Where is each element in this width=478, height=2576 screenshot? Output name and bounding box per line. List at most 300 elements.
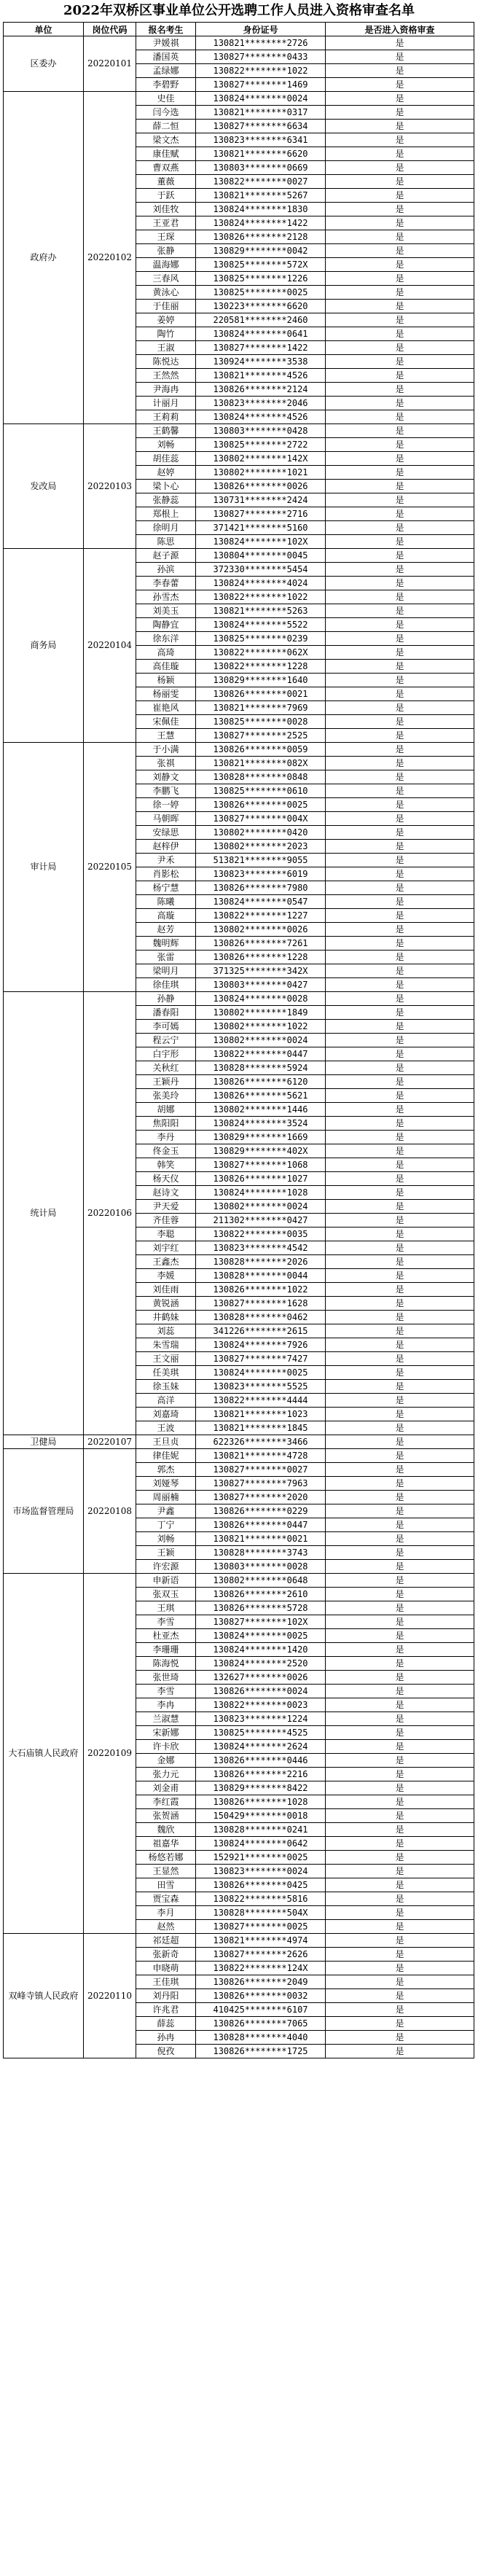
candidate-name-cell: 陈思 [136, 535, 196, 549]
id-number-cell: 130827********1469 [196, 78, 326, 92]
candidate-name-cell: 三春风 [136, 272, 196, 286]
unit-cell: 双峰寺镇人民政府 [4, 1934, 84, 2058]
review-result-cell: 是 [326, 1435, 474, 1449]
candidate-name-cell: 孙冉 [136, 2031, 196, 2045]
review-result-cell: 是 [326, 286, 474, 300]
candidate-name-cell: 高佳璇 [136, 660, 196, 674]
candidate-name-cell: 姜婷 [136, 313, 196, 327]
id-number-cell: 130826********0425 [196, 1878, 326, 1892]
candidate-name-cell: 尹媛祺 [136, 36, 196, 50]
table-row [4, 549, 474, 563]
review-result-cell: 是 [326, 1117, 474, 1131]
review-result-cell: 是 [326, 438, 474, 452]
id-number-cell: 130924********3538 [196, 355, 326, 369]
candidate-name-cell: 刘金甫 [136, 1781, 196, 1795]
candidate-name-cell: 胡娜 [136, 1103, 196, 1117]
id-number-cell: 130826********5621 [196, 1089, 326, 1103]
id-number-cell: 130802********0024 [196, 1200, 326, 1214]
candidate-name-cell: 李碧野 [136, 78, 196, 92]
id-number-cell: 130824********1830 [196, 203, 326, 216]
id-number-cell: 130827********0027 [196, 1463, 326, 1477]
candidate-name-cell: 田雪 [136, 1878, 196, 1892]
candidate-name-cell: 刘蕊 [136, 1324, 196, 1338]
id-number-cell: 130821********5267 [196, 189, 326, 203]
unit-cell: 审计局 [4, 743, 84, 992]
candidate-name-cell: 李雪 [136, 1615, 196, 1629]
table-row [4, 1449, 474, 1463]
id-number-cell: 371421********5160 [196, 521, 326, 535]
candidate-name-cell: 杨宁慧 [136, 881, 196, 895]
review-result-cell: 是 [326, 784, 474, 798]
candidate-name-cell: 丁宁 [136, 1518, 196, 1532]
position-code-cell: 20220101 [84, 36, 136, 92]
id-number-cell: 130822********0027 [196, 175, 326, 189]
candidate-name-cell: 尹禾 [136, 854, 196, 867]
id-number-cell: 130827********6634 [196, 120, 326, 133]
review-result-cell: 是 [326, 2045, 474, 2058]
candidate-name-cell: 张新奇 [136, 1948, 196, 1962]
candidate-name-cell: 李春蕾 [136, 577, 196, 590]
id-number-cell: 130824********1420 [196, 1643, 326, 1657]
candidate-name-cell: 李鹏飞 [136, 784, 196, 798]
id-number-cell: 130828********0241 [196, 1823, 326, 1837]
id-number-cell: 130803********0028 [196, 1560, 326, 1574]
unit-cell: 统计局 [4, 992, 84, 1435]
id-number-cell: 130824********5522 [196, 618, 326, 632]
id-number-cell: 130824********1028 [196, 1186, 326, 1200]
review-result-cell: 是 [326, 1574, 474, 1588]
id-number-cell: 130826********0447 [196, 1518, 326, 1532]
review-result-cell: 是 [326, 1934, 474, 1948]
candidate-name-cell: 金娜 [136, 1754, 196, 1768]
id-number-cell: 130825********0239 [196, 632, 326, 646]
candidate-name-cell: 魏明辉 [136, 937, 196, 951]
candidate-name-cell: 兰淑慧 [136, 1712, 196, 1726]
id-number-cell: 130825********0610 [196, 784, 326, 798]
review-result-cell: 是 [326, 1560, 474, 1574]
review-result-cell: 是 [326, 1449, 474, 1463]
review-result-cell: 是 [326, 549, 474, 563]
review-result-cell: 是 [326, 1061, 474, 1075]
candidate-name-cell: 张静蕊 [136, 493, 196, 507]
id-number-cell: 130826********2128 [196, 230, 326, 244]
candidate-name-cell: 王颖 [136, 1546, 196, 1560]
review-result-cell: 是 [326, 397, 474, 410]
review-result-cell: 是 [326, 1408, 474, 1421]
candidate-name-cell: 刘美玉 [136, 604, 196, 618]
id-number-cell: 130829********1669 [196, 1131, 326, 1144]
id-number-cell: 130826********0024 [196, 1685, 326, 1698]
id-number-cell: 130827********7427 [196, 1352, 326, 1366]
review-result-cell: 是 [326, 78, 474, 92]
review-result-cell: 是 [326, 1380, 474, 1394]
id-number-cell: 130824********0547 [196, 895, 326, 909]
review-result-cell: 是 [326, 1214, 474, 1227]
candidate-name-cell: 刘畅 [136, 438, 196, 452]
id-number-cell: 130802********1446 [196, 1103, 326, 1117]
review-result-cell: 是 [326, 1283, 474, 1297]
review-result-cell: 是 [326, 535, 474, 549]
review-result-cell: 是 [326, 327, 474, 341]
candidate-name-cell: 杜亚杰 [136, 1629, 196, 1643]
review-result-cell: 是 [326, 1047, 474, 1061]
id-number-cell: 130826********1022 [196, 1283, 326, 1297]
id-number-cell: 130826********1228 [196, 951, 326, 964]
review-result-cell: 是 [326, 1754, 474, 1768]
id-number-cell: 130827********102X [196, 1615, 326, 1629]
position-code-cell: 20220105 [84, 743, 136, 992]
position-code-cell: 20220108 [84, 1449, 136, 1574]
id-number-cell: 130824********3524 [196, 1117, 326, 1131]
review-result-cell: 是 [326, 64, 474, 78]
candidate-name-cell: 白宇形 [136, 1047, 196, 1061]
review-result-cell: 是 [326, 660, 474, 674]
candidate-name-cell: 张雷 [136, 951, 196, 964]
review-result-cell: 是 [326, 106, 474, 120]
candidate-name-cell: 李丹 [136, 1131, 196, 1144]
review-result-cell: 是 [326, 313, 474, 327]
review-result-cell: 是 [326, 840, 474, 854]
unit-cell: 政府办 [4, 92, 84, 424]
review-result-cell: 是 [326, 2017, 474, 2031]
candidate-name-cell: 黄泳心 [136, 286, 196, 300]
review-result-cell: 是 [326, 147, 474, 161]
id-number-cell: 130823********1224 [196, 1712, 326, 1726]
candidate-name-cell: 史佳 [136, 92, 196, 106]
id-number-cell: 130828********2026 [196, 1255, 326, 1269]
id-number-cell: 130826********7980 [196, 881, 326, 895]
header-id: 身份证号 [196, 23, 326, 36]
id-number-cell: 130803********0428 [196, 424, 326, 438]
candidate-name-cell: 许兆君 [136, 2003, 196, 2017]
review-result-cell: 是 [326, 2031, 474, 2045]
review-result-cell: 是 [326, 563, 474, 577]
id-number-cell: 130827********0433 [196, 50, 326, 64]
candidate-name-cell: 程云宁 [136, 1034, 196, 1047]
review-result-cell: 是 [326, 1698, 474, 1712]
review-result-cell: 是 [326, 1269, 474, 1283]
review-result-cell: 是 [326, 1795, 474, 1809]
review-result-cell: 是 [326, 590, 474, 604]
id-number-cell: 130825********4525 [196, 1726, 326, 1740]
id-number-cell: 130821********4728 [196, 1449, 326, 1463]
candidate-name-cell: 李红霞 [136, 1795, 196, 1809]
candidate-name-cell: 梁文杰 [136, 133, 196, 147]
review-result-cell: 是 [326, 1685, 474, 1698]
position-code-cell: 20220102 [84, 92, 136, 424]
id-number-cell: 130824********0024 [196, 92, 326, 106]
document-title: 2022年双桥区事业单位公开选聘工作人员进入资格审查名单 [63, 3, 415, 18]
review-result-cell: 是 [326, 1394, 474, 1408]
candidate-name-cell: 赵然 [136, 1920, 196, 1934]
review-result-cell: 是 [326, 964, 474, 978]
candidate-name-cell: 王文丽 [136, 1352, 196, 1366]
id-number-cell: 130822********0447 [196, 1047, 326, 1061]
review-result-cell: 是 [326, 618, 474, 632]
candidate-name-cell: 曹双燕 [136, 161, 196, 175]
candidate-name-cell: 刘静文 [136, 770, 196, 784]
review-result-cell: 是 [326, 1463, 474, 1477]
id-number-cell: 130823********6019 [196, 867, 326, 881]
position-code-cell: 20220103 [84, 424, 136, 549]
unit-cell: 市场监督管理局 [4, 1449, 84, 1574]
candidate-name-cell: 高琦 [136, 646, 196, 660]
id-number-cell: 130824********0025 [196, 1629, 326, 1643]
candidate-name-cell: 李冉 [136, 1698, 196, 1712]
candidate-name-cell: 杨天仪 [136, 1172, 196, 1186]
candidate-name-cell: 黄锐涵 [136, 1297, 196, 1311]
candidate-name-cell: 刘佳牧 [136, 203, 196, 216]
review-result-cell: 是 [326, 1103, 474, 1117]
id-number-cell: 130826********6120 [196, 1075, 326, 1089]
candidate-name-cell: 薛二恒 [136, 120, 196, 133]
id-number-cell: 130821********7969 [196, 701, 326, 715]
candidate-name-cell: 董薇 [136, 175, 196, 189]
id-number-cell: 130822********5816 [196, 1892, 326, 1906]
review-result-cell: 是 [326, 770, 474, 784]
candidate-name-cell: 李月 [136, 1906, 196, 1920]
review-result-cell: 是 [326, 1948, 474, 1962]
candidate-name-cell: 赵婷 [136, 466, 196, 480]
review-result-cell: 是 [326, 1020, 474, 1034]
review-result-cell: 是 [326, 1491, 474, 1504]
review-result-cell: 是 [326, 189, 474, 203]
review-result-cell: 是 [326, 1671, 474, 1685]
candidate-name-cell: 许宏源 [136, 1560, 196, 1574]
id-number-cell: 130825********572X [196, 258, 326, 272]
review-result-cell: 是 [326, 1421, 474, 1435]
header-code: 岗位代码 [84, 23, 136, 36]
id-number-cell: 130826********1028 [196, 1795, 326, 1809]
id-number-cell: 220581********2460 [196, 313, 326, 327]
id-number-cell: 130826********2124 [196, 383, 326, 397]
review-result-cell: 是 [326, 895, 474, 909]
id-number-cell: 341226********2615 [196, 1324, 326, 1338]
position-code-cell: 20220104 [84, 549, 136, 743]
id-number-cell: 130826********0032 [196, 1989, 326, 2003]
table-row [4, 36, 474, 50]
id-number-cell: 130825********0025 [196, 286, 326, 300]
candidate-name-cell: 王淑 [136, 341, 196, 355]
id-number-cell: 130822********1022 [196, 64, 326, 78]
id-number-cell: 130822********124X [196, 1962, 326, 1975]
review-result-cell: 是 [326, 1768, 474, 1781]
review-result-cell: 是 [326, 1615, 474, 1629]
review-result-cell: 是 [326, 1865, 474, 1878]
id-number-cell: 130828********3743 [196, 1546, 326, 1560]
id-number-cell: 130826********0026 [196, 480, 326, 493]
id-number-cell: 130822********4444 [196, 1394, 326, 1408]
id-number-cell: 130821********1023 [196, 1408, 326, 1421]
id-number-cell: 371325********342X [196, 964, 326, 978]
id-number-cell: 130826********5728 [196, 1601, 326, 1615]
candidate-name-cell: 张力元 [136, 1768, 196, 1781]
review-result-cell: 是 [326, 1366, 474, 1380]
candidate-name-cell: 孟绿娜 [136, 64, 196, 78]
candidate-name-cell: 王琪 [136, 1601, 196, 1615]
candidate-name-cell: 康佳赋 [136, 147, 196, 161]
position-code-cell: 20220109 [84, 1574, 136, 1934]
review-result-cell: 是 [326, 1657, 474, 1671]
id-number-cell: 622326********3466 [196, 1435, 326, 1449]
review-result-cell: 是 [326, 258, 474, 272]
review-result-cell: 是 [326, 521, 474, 535]
review-result-cell: 是 [326, 1144, 474, 1158]
id-number-cell: 130826********2610 [196, 1588, 326, 1601]
id-number-cell: 130824********0028 [196, 992, 326, 1006]
review-result-cell: 是 [326, 216, 474, 230]
id-number-cell: 130802********1021 [196, 466, 326, 480]
candidate-name-cell: 刘佳雨 [136, 1283, 196, 1297]
id-number-cell: 130829********8422 [196, 1781, 326, 1795]
id-number-cell: 130821********1845 [196, 1421, 326, 1435]
candidate-name-cell: 郑根上 [136, 507, 196, 521]
candidate-name-cell: 于跃 [136, 189, 196, 203]
candidate-name-cell: 王显然 [136, 1865, 196, 1878]
id-number-cell: 130826********0059 [196, 743, 326, 757]
review-result-cell: 是 [326, 1962, 474, 1975]
id-number-cell: 130829********402X [196, 1144, 326, 1158]
candidate-table [3, 22, 474, 2058]
candidate-name-cell: 张静 [136, 244, 196, 258]
position-code-cell: 20220106 [84, 992, 136, 1435]
header-unit: 单位 [4, 23, 84, 36]
review-result-cell: 是 [326, 355, 474, 369]
candidate-name-cell: 律佳妮 [136, 1449, 196, 1463]
candidate-name-cell: 高洋 [136, 1394, 196, 1408]
review-result-cell: 是 [326, 1906, 474, 1920]
candidate-name-cell: 李聪 [136, 1227, 196, 1241]
candidate-name-cell: 井鹤妹 [136, 1311, 196, 1324]
review-result-cell: 是 [326, 881, 474, 895]
review-result-cell: 是 [326, 937, 474, 951]
review-result-cell: 是 [326, 120, 474, 133]
table-header [4, 23, 474, 36]
candidate-name-cell: 王慧 [136, 729, 196, 743]
id-number-cell: 130826********7065 [196, 2017, 326, 2031]
review-result-cell: 是 [326, 493, 474, 507]
candidate-name-cell: 肖影松 [136, 867, 196, 881]
review-result-cell: 是 [326, 244, 474, 258]
id-number-cell: 130822********1022 [196, 590, 326, 604]
candidate-name-cell: 陶静宜 [136, 618, 196, 632]
review-result-cell: 是 [326, 92, 474, 106]
candidate-name-cell: 尹天爱 [136, 1200, 196, 1214]
review-result-cell: 是 [326, 230, 474, 244]
review-result-cell: 是 [326, 1823, 474, 1837]
review-result-cell: 是 [326, 1297, 474, 1311]
review-result-cell: 是 [326, 646, 474, 660]
id-number-cell: 152921********0025 [196, 1851, 326, 1865]
candidate-name-cell: 王莉莉 [136, 410, 196, 424]
id-number-cell: 150429********0018 [196, 1809, 326, 1823]
review-result-cell: 是 [326, 480, 474, 493]
header-row [4, 23, 474, 36]
id-number-cell: 130827********2716 [196, 507, 326, 521]
id-number-cell: 130821********0021 [196, 1532, 326, 1546]
id-number-cell: 130731********2424 [196, 493, 326, 507]
review-result-cell: 是 [326, 36, 474, 50]
candidate-name-cell: 陈曦 [136, 895, 196, 909]
review-result-cell: 是 [326, 1892, 474, 1906]
review-result-cell: 是 [326, 674, 474, 687]
id-number-cell: 130828********0462 [196, 1311, 326, 1324]
review-result-cell: 是 [326, 1034, 474, 1047]
table-row [4, 743, 474, 757]
review-result-cell: 是 [326, 854, 474, 867]
unit-cell: 区委办 [4, 36, 84, 92]
candidate-name-cell: 杨颖 [136, 674, 196, 687]
candidate-name-cell: 任美琪 [136, 1366, 196, 1380]
review-result-cell: 是 [326, 452, 474, 466]
candidate-name-cell: 赵梓伊 [136, 840, 196, 854]
id-number-cell: 130827********004X [196, 812, 326, 826]
id-number-cell: 130824********2624 [196, 1740, 326, 1754]
candidate-name-cell: 许卡欣 [136, 1740, 196, 1754]
review-result-cell: 是 [326, 1878, 474, 1892]
table-row [4, 1435, 474, 1449]
id-number-cell: 130821********6620 [196, 147, 326, 161]
candidate-name-cell: 张贺涵 [136, 1809, 196, 1823]
review-result-cell: 是 [326, 1532, 474, 1546]
review-result-cell: 是 [326, 1588, 474, 1601]
candidate-name-cell: 梁明月 [136, 964, 196, 978]
review-result-cell: 是 [326, 687, 474, 701]
id-number-cell: 130829********0042 [196, 244, 326, 258]
id-number-cell: 130827********1422 [196, 341, 326, 355]
candidate-name-cell: 孙雪杰 [136, 590, 196, 604]
id-number-cell: 130824********0025 [196, 1366, 326, 1380]
candidate-name-cell: 王旦贞 [136, 1435, 196, 1449]
id-number-cell: 130822********062X [196, 646, 326, 660]
candidate-name-cell: 温海娜 [136, 258, 196, 272]
candidate-name-cell: 陈悦达 [136, 355, 196, 369]
review-result-cell: 是 [326, 992, 474, 1006]
table-row [4, 1934, 474, 1948]
id-number-cell: 130802********0026 [196, 923, 326, 937]
candidate-name-cell: 潘春阳 [136, 1006, 196, 1020]
candidate-name-cell: 杨丽雯 [136, 687, 196, 701]
candidate-name-cell: 王然然 [136, 369, 196, 383]
id-number-cell: 130828********4040 [196, 2031, 326, 2045]
id-number-cell: 130828********0044 [196, 1269, 326, 1283]
table-row [4, 992, 474, 1006]
id-number-cell: 130828********5924 [196, 1061, 326, 1075]
id-number-cell: 130802********0024 [196, 1034, 326, 1047]
candidate-name-cell: 徐一婷 [136, 798, 196, 812]
candidate-name-cell: 李媛 [136, 1269, 196, 1283]
candidate-name-cell: 于小满 [136, 743, 196, 757]
review-result-cell: 是 [326, 715, 474, 729]
candidate-name-cell: 孙滨 [136, 563, 196, 577]
candidate-name-cell: 郭杰 [136, 1463, 196, 1477]
id-number-cell: 130827********1628 [196, 1297, 326, 1311]
review-result-cell: 是 [326, 812, 474, 826]
id-number-cell: 130802********0420 [196, 826, 326, 840]
candidate-name-cell: 周丽楠 [136, 1491, 196, 1504]
review-result-cell: 是 [326, 133, 474, 147]
id-number-cell: 130823********0024 [196, 1865, 326, 1878]
candidate-name-cell: 徐明月 [136, 521, 196, 535]
review-result-cell: 是 [326, 1920, 474, 1934]
candidate-name-cell: 梁卜心 [136, 480, 196, 493]
review-result-cell: 是 [326, 424, 474, 438]
candidate-name-cell: 崔艳风 [136, 701, 196, 715]
candidate-name-cell: 祁廷超 [136, 1934, 196, 1948]
review-result-cell: 是 [326, 577, 474, 590]
candidate-name-cell: 贾宝森 [136, 1892, 196, 1906]
review-result-cell: 是 [326, 867, 474, 881]
